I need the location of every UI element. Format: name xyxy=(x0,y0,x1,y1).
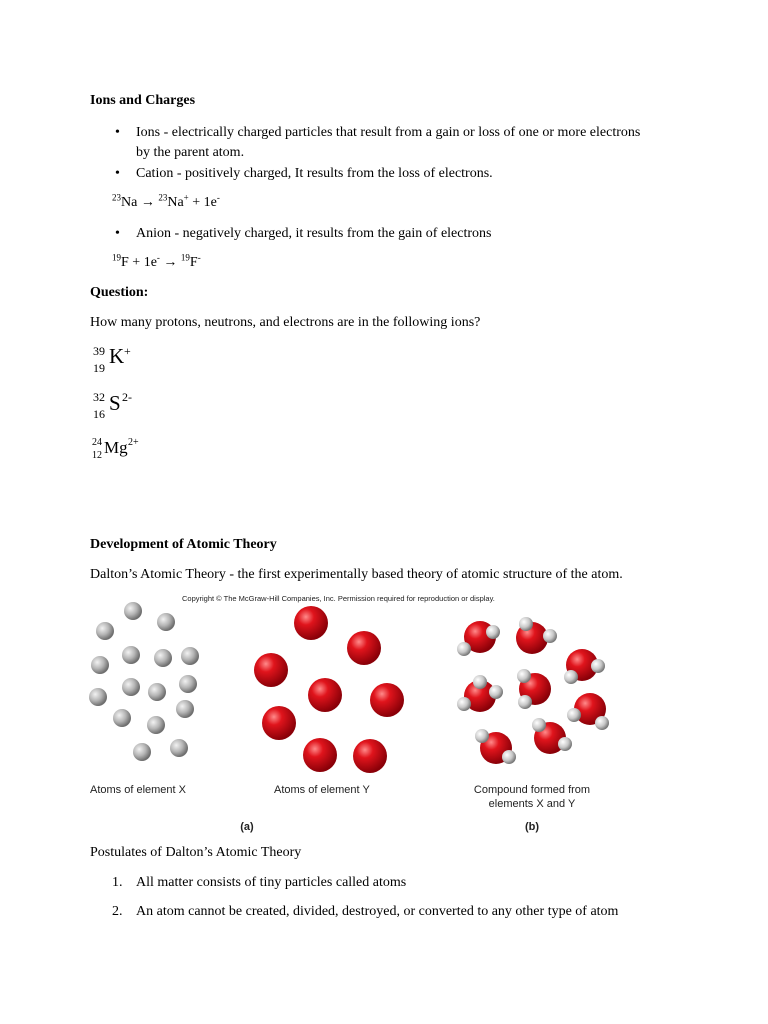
theory-intro: Dalton’s Atomic Theory - the first experimentally based theory of atomic structure of the atom. xyxy=(90,567,623,582)
bullet-anion: Anion - negatively charged, it results from the gain of electrons xyxy=(136,226,492,241)
postulate-number: 2. xyxy=(112,904,123,919)
panel-label-a: (a) xyxy=(240,821,254,833)
bullet-cation: Cation - positively charged, It results from the loss of electrons. xyxy=(136,166,493,181)
question-prompt: How many protons, neutrons, and electrons are in the following ions? xyxy=(90,315,481,330)
panel-label-b: (b) xyxy=(524,821,540,833)
element-y-atoms xyxy=(254,606,404,773)
label-compound-line2: elements X and Y xyxy=(488,798,576,810)
postulates-title: Postulates of Dalton’s Atomic Theory xyxy=(90,845,302,860)
label-element-y: Atoms of element Y xyxy=(274,784,370,796)
bullet-glyph: • xyxy=(115,125,120,140)
compound-molecules xyxy=(457,617,609,764)
equation-sodium: $^{23}$Na → $^{23}$Na+ + 1e- xyxy=(112,192,220,210)
section-heading-ions: Ions and Charges xyxy=(90,93,196,108)
postulate-item: An atom cannot be created, divided, destroyed, or converted to any other type of atom xyxy=(136,904,619,919)
equation-fluorine: $^{19}$F + 1e- → $^{19}$F- xyxy=(112,252,201,270)
dalton-figure xyxy=(88,592,628,837)
postulate-number: 1. xyxy=(112,875,123,890)
bullet-glyph: • xyxy=(115,226,120,241)
element-x-atoms xyxy=(89,602,199,761)
label-compound-line1: Compound formed from xyxy=(473,784,591,796)
bullet-glyph: • xyxy=(115,166,120,181)
section-heading-question: Question: xyxy=(90,285,149,300)
bullet-ions-continued: by the parent atom. xyxy=(136,145,245,160)
figure-copyright: Copyright © The McGraw-Hill Companies, Inc. Permission required for reproduction or display. xyxy=(182,594,495,603)
postulate-item: All matter consists of tiny particles called atoms xyxy=(136,875,407,890)
bullet-ions: Ions - electrically charged particles that result from a gain or loss of one or more electrons xyxy=(136,125,641,140)
section-heading-theory: Development of Atomic Theory xyxy=(90,537,277,552)
label-element-x: Atoms of element X xyxy=(90,784,186,796)
